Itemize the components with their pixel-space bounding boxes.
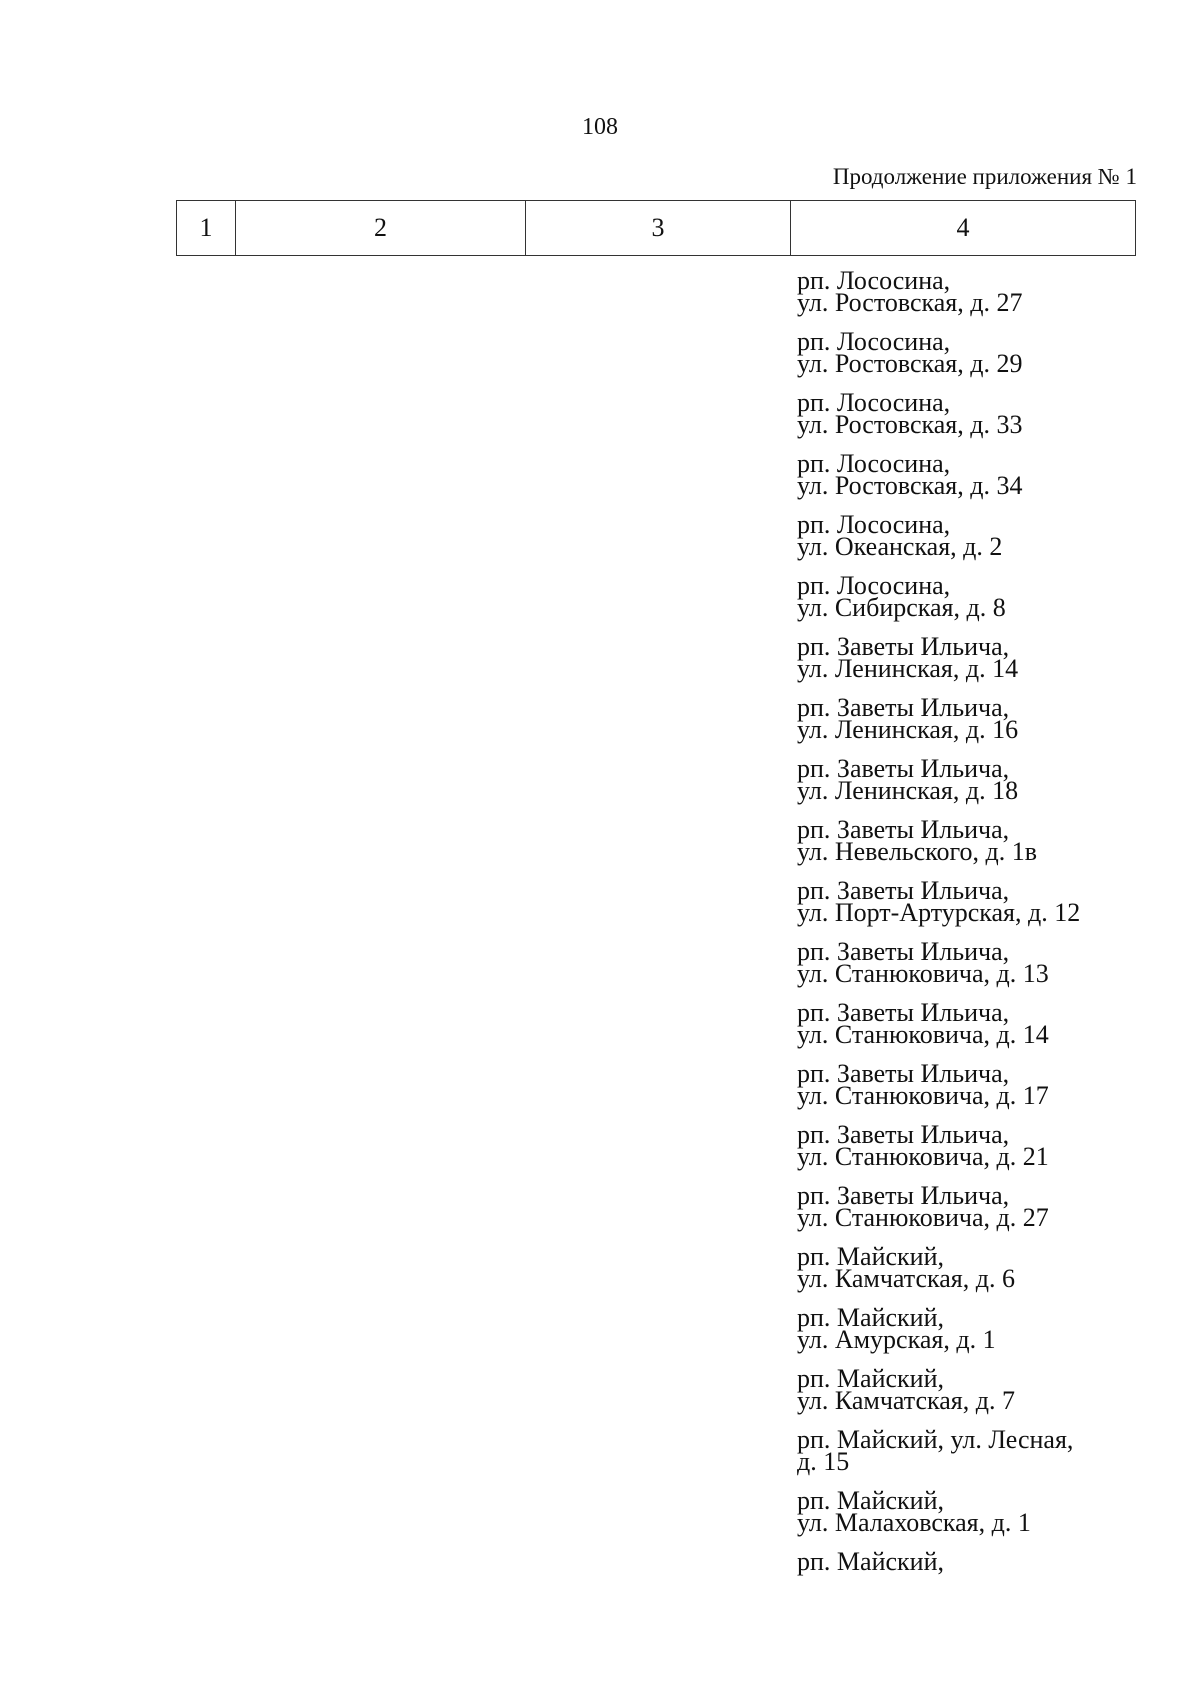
address-entry: [797, 1120, 1127, 1171]
address-settlement: рп. Заветы Ильича,: [797, 937, 1010, 966]
address-street: ул. Ленинская, д. 16: [797, 715, 1019, 744]
address-settlement: рп. Майский,: [797, 1486, 944, 1515]
page-number: 108: [582, 114, 618, 140]
address-entry: [797, 815, 1127, 866]
address-street: ул. Камчатская, д. 7: [797, 1386, 1015, 1415]
address-settlement: рп. Лососина,: [797, 449, 951, 478]
address-street: ул. Сибирская, д. 8: [797, 593, 1006, 622]
address-street: ул. Ростовская, д. 29: [797, 349, 1023, 378]
address-settlement: рп. Заветы Ильича,: [797, 632, 1010, 661]
column-3-number: 3: [526, 201, 791, 256]
address-street: ул. Ленинская, д. 18: [797, 776, 1019, 805]
address-entry: [797, 1486, 1127, 1537]
address-entry: [797, 998, 1127, 1049]
address-street: ул. Ленинская, д. 14: [797, 654, 1019, 683]
address-entry: [797, 632, 1127, 683]
address-settlement: рп. Майский,: [797, 1303, 944, 1332]
column-number-header: [176, 200, 1136, 256]
address-street: ул. Невельского, д. 1в: [797, 837, 1038, 866]
address-street: ул. Станюковича, д. 13: [797, 959, 1049, 988]
address-entry: [797, 266, 1127, 317]
address-settlement: рп. Лососина,: [797, 388, 951, 417]
address-settlement: рп. Лососина,: [797, 510, 951, 539]
column-2-number: 2: [236, 201, 526, 256]
address-street: ул. Ростовская, д. 34: [797, 471, 1023, 500]
address-street: ул. Станюковича, д. 14: [797, 1020, 1049, 1049]
address-entry: [797, 1303, 1127, 1354]
address-settlement: рп. Заветы Ильича,: [797, 1059, 1010, 1088]
address-settlement: рп. Майский,: [797, 1547, 944, 1576]
address-settlement: рп. Майский, ул. Лесная,: [797, 1425, 1074, 1454]
address-street: ул. Порт-Артурская, д. 12: [797, 898, 1081, 927]
address-entry: [797, 876, 1127, 927]
address-settlement: рп. Заветы Ильича,: [797, 754, 1010, 783]
address-entry: [797, 1547, 1127, 1576]
address-settlement: рп. Лососина,: [797, 266, 951, 295]
address-entry: [797, 449, 1127, 500]
address-entry: [797, 1181, 1127, 1232]
address-settlement: рп. Майский,: [797, 1242, 944, 1271]
address-entry: [797, 571, 1127, 622]
address-entry: [797, 754, 1127, 805]
address-entry: [797, 327, 1127, 378]
address-street: ул. Станюковича, д. 21: [797, 1142, 1049, 1171]
address-list: [797, 266, 1127, 1590]
address-settlement: рп. Заветы Ильича,: [797, 876, 1010, 905]
address-street: ул. Океанская, д. 2: [797, 532, 1003, 561]
address-settlement: рп. Заветы Ильича,: [797, 815, 1010, 844]
header-row: [177, 201, 1136, 256]
address-entry: [797, 1364, 1127, 1415]
address-street: д. 15: [797, 1447, 850, 1476]
continuation-label: Продолжение приложения № 1: [832, 164, 1137, 189]
address-entry: [797, 693, 1127, 744]
address-settlement: рп. Лососина,: [797, 327, 951, 356]
address-entry: [797, 937, 1127, 988]
address-street: ул. Ростовская, д. 27: [797, 288, 1023, 317]
address-street: ул. Станюковича, д. 17: [797, 1081, 1049, 1110]
address-entry: [797, 1425, 1127, 1476]
address-entry: [797, 388, 1127, 439]
address-settlement: рп. Заветы Ильича,: [797, 1120, 1010, 1149]
column-4-number: 4: [791, 201, 1136, 256]
address-entry: [797, 1242, 1127, 1293]
address-entry: [797, 1059, 1127, 1110]
address-street: ул. Станюковича, д. 27: [797, 1203, 1049, 1232]
address-street: ул. Ростовская, д. 33: [797, 410, 1023, 439]
address-street: ул. Камчатская, д. 6: [797, 1264, 1015, 1293]
address-street: ул. Амурская, д. 1: [797, 1325, 996, 1354]
column-1-number: 1: [177, 201, 236, 256]
address-settlement: рп. Заветы Ильича,: [797, 998, 1010, 1027]
address-settlement: рп. Лососина,: [797, 571, 951, 600]
address-street: ул. Малаховская, д. 1: [797, 1508, 1031, 1537]
address-settlement: рп. Заветы Ильича,: [797, 1181, 1010, 1210]
address-settlement: рп. Заветы Ильича,: [797, 693, 1010, 722]
address-entry: [797, 510, 1127, 561]
address-settlement: рп. Майский,: [797, 1364, 944, 1393]
